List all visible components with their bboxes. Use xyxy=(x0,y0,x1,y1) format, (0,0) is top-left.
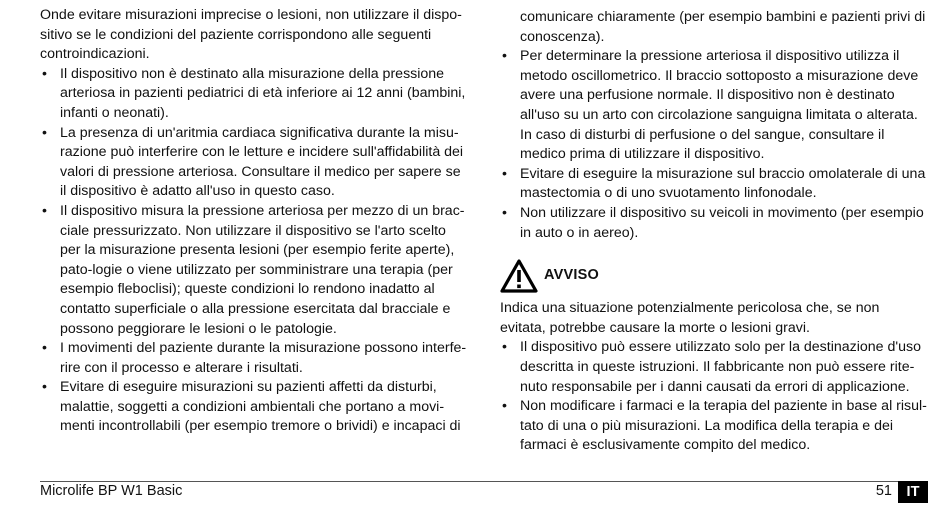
list-item: • Il dispositivo non è destinato alla misurazione della pressione arteriosa in pazienti pediatrici di età inferiore ai 12 anni (bambini, infanti o neonati). xyxy=(40,65,470,124)
list-item: • Il dispositivo misura la pressione arteriosa per mezzo di un brac-ciale pressurizzato. Non utilizzare il dispositivo se l'arto scelto per la misurazione presenta lesioni (per esempio ferite aperte), pato-logie o viene utilizzato per somministrare una terapia (per esempio fleboclisi); queste condizioni lo rendono inadatto al contatto superficiale o alla pressione esercitata dal bracciale e possono peggiorare le lesioni o le patologie. xyxy=(40,202,470,339)
list-item: • I movimenti del paziente durante la misurazione possono interfe-rire con il processo e alterare i risultati. xyxy=(40,339,470,378)
right-column xyxy=(500,8,928,456)
list-item: • Non utilizzare il dispositivo su veicoli in movimento (per esempio in auto o in aereo). xyxy=(500,204,928,243)
warning-description: Indica una situazione potenzialmente pericolosa che, se non evitata, potrebbe causare la morte o lesioni gravi. xyxy=(500,300,880,336)
warning-heading xyxy=(500,259,928,293)
footer-product-name: Microlife BP W1 Basic xyxy=(40,483,183,499)
page-number: 51 xyxy=(875,483,892,499)
list-item: • Evitare di eseguire misurazioni su pazienti affetti da disturbi, malattie, soggetti a condizioni ambientali che portano a movi-menti incontrollabili (per esempio tremore o brividi) e incapaci di xyxy=(40,378,470,437)
list-item: • Evitare di eseguire la misurazione sul braccio omolaterale di una mastectomia o di uno svuotamento linfonodale. xyxy=(500,165,928,204)
list-item: • Non modificare i farmaci e la terapia del paziente in base al risul-tato di una o più misurazioni. La modifica della terapia e dei farmaci è esclusivamente compito del medico. xyxy=(500,397,928,456)
intro-paragraph: Onde evitare misurazioni imprecise o lesioni, non utilizzare il dispo-sitivo se le condizioni del paziente corrispondono alle seguenti controindicazioni. xyxy=(40,7,462,63)
contraindications-list xyxy=(40,65,470,437)
left-column xyxy=(40,6,470,437)
list-item: • Il dispositivo può essere utilizzato solo per la destinazione d'uso descritta in queste istruzioni. Il fabbricante non può essere rite-nuto responsabile per i danni causati da errori di applicazione. xyxy=(500,338,928,397)
list-item: • La presenza di un'aritmia cardiaca significativa durante la misu-razione può interferire con le letture e incidere sull'affidabilità dei valori di pressione arteriosa. Consultare il medico per sapere se il dispositivo è adatto all'uso in questo caso. xyxy=(40,124,470,202)
list-item-continuation: comunicare chiaramente (per esempio bambini e pazienti privi di conoscenza). xyxy=(520,9,926,45)
language-badge: IT xyxy=(898,481,928,503)
warning-title: AVVISO xyxy=(544,267,599,284)
footer-divider xyxy=(40,481,927,482)
contraindications-list-continued xyxy=(500,8,928,243)
warning-list xyxy=(500,338,928,456)
list-item: • Per determinare la pressione arteriosa il dispositivo utilizza il metodo oscillometrico. Il braccio sottoposto a misurazione deve avere una perfusione normale. Il dispositivo non è destinato all'uso su un arto con circolazione sanguigna limitata o alterata. In caso di disturbi di perfusione o del sangue, consultare il medico prima di utilizzare il dispositivo. xyxy=(500,47,928,165)
warning-triangle-icon xyxy=(500,259,538,293)
